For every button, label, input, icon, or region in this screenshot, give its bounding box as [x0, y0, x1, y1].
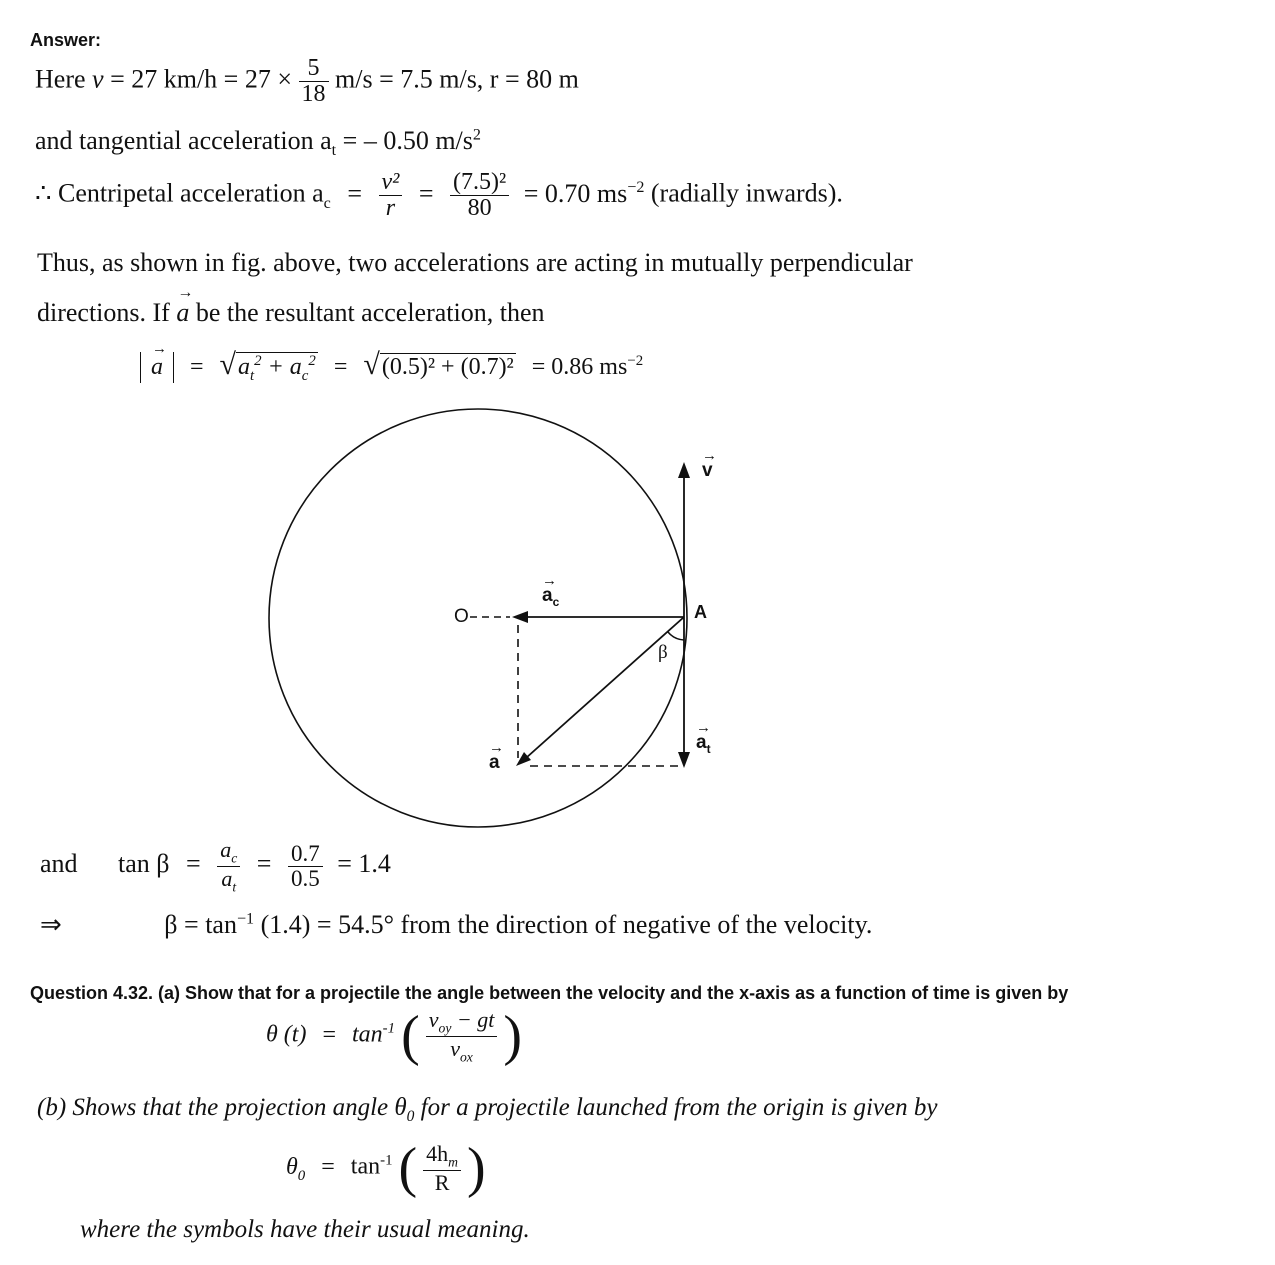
line-centripetal: ∴ Centripetal acceleration $a_c$ = $\frac{\text{v²}}{r}$ = $\frac{\text{(7.5)²}}{80}$ = 0.70 $ms^{-2}$ (radially inwards). — [35, 169, 843, 222]
usual-meaning: where the symbols have their usual meaning. — [80, 1216, 530, 1243]
ac-sq: a — [289, 354, 302, 380]
answer-heading: Answer: — [30, 30, 102, 50]
c-sub: c — [323, 194, 331, 212]
frac-5: 5 — [299, 56, 329, 82]
frac-18: 18 — [301, 81, 326, 108]
tangential-value: = – 0.50 m/s — [336, 126, 473, 155]
beta-text: β = tan — [164, 910, 237, 939]
velocity-arrowhead — [678, 462, 690, 478]
v2-num: v² — [379, 170, 403, 196]
frac-0-7: 0.7 — [288, 842, 323, 867]
at-sq: a — [238, 354, 251, 380]
at-arrowhead — [678, 752, 690, 768]
ac-arrowhead — [512, 611, 528, 623]
label-o: O — [454, 606, 469, 627]
label-resultant-a: → a — [489, 739, 504, 773]
frac-0-5: 0.5 — [290, 865, 320, 891]
at-den: a — [221, 865, 233, 891]
v-ox: v — [450, 1035, 460, 1061]
centripetal-text: ∴ Centripetal acceleration a — [35, 178, 324, 208]
tangential-text: and tangential acceleration a — [35, 126, 332, 155]
tan-inv: tan — [352, 1021, 383, 1048]
implies-arrow: ⇒ — [40, 910, 62, 939]
beta-result: ⇒ $\beta = \tan^{-1} (1.4) = 54.5^\circ$ from the direction of negative of the velocity. — [40, 910, 873, 939]
magnitude-equation: → $a = √a_t^2 + a_c^2 = √(0.5)^2 + (0.7)^2 = 0.86$ $ms^{-2}$ — [140, 348, 643, 385]
theta0-equation: $\theta_0 = \tan^{-1}$ ( $\frac{4h_m}{R}$ ) — [286, 1137, 486, 1199]
line-thus: Thus, as shown in fig. above, two accelerations are acting in mutually perpendicular — [37, 248, 913, 277]
label-a: A — [694, 602, 707, 622]
tan-beta-equation: and tan β = $\frac{a_c}{a_t}$ = $\frac{0.7}{0.5}$ = 1.4 — [40, 837, 391, 895]
resultant-line — [526, 617, 684, 758]
label-v: → v — [702, 447, 717, 481]
label-beta: β — [658, 642, 668, 663]
theta-t-equation: θ $(t) = \tan^{-1}$ ( $\frac{v_{oy} - gt}{v_{ox}}$ ) — [266, 1005, 522, 1068]
mult-text: 27 × — [244, 64, 293, 94]
tan-result: = 1.4 — [337, 849, 391, 879]
range-r: R — [434, 1169, 450, 1195]
here-word: Here — [35, 64, 86, 94]
v-conversion: = 27 km/h = — [110, 64, 239, 94]
resultant-text: be the resultant acceleration, then — [195, 298, 545, 327]
question-4-32: Question 4.32. (a) Show that for a projectile the angle between the velocity and the x-axis as a function of time is given by — [30, 983, 1069, 1003]
line1-rest: m/s = 7.5 m/s, r = 80 m — [335, 64, 579, 94]
frac-7-5-sq: (7.5)² — [450, 170, 509, 196]
theta-t: θ (t) — [266, 1021, 307, 1048]
centripetal-result: = 0.70 ms — [523, 178, 628, 208]
r-den: r — [385, 195, 396, 222]
magnitude-result: = 0.86 ms — [531, 354, 628, 380]
radially-note: (radially inwards). — [650, 178, 843, 208]
beta-rest: (1.4) = 54.5° from the direction of negative of the velocity. — [254, 910, 873, 939]
t-sub: t — [331, 142, 337, 160]
a-mag: → a — [151, 341, 167, 380]
directions-text: directions. If — [37, 298, 170, 327]
circle-path — [269, 409, 687, 827]
numeric-radicand: (0.5)² + (0.7)² — [381, 354, 514, 380]
sq-sup: 2 — [472, 126, 481, 144]
frac-80: 80 — [467, 195, 492, 222]
tan-inv-0: tan — [350, 1153, 381, 1180]
ac-num: a — [220, 837, 232, 862]
label-ac: → $a_c$ — [542, 572, 560, 609]
part-b: (b) Shows that the projection angle $\theta_0$ for a projectile launched from the origin is given by — [37, 1094, 938, 1125]
tan-beta: tan β — [118, 849, 170, 879]
v-oy: v — [428, 1007, 439, 1032]
theta-0: $\theta_0$ — [286, 1153, 306, 1184]
a-vector: → a — [176, 284, 194, 327]
label-at: → $a_t$ — [696, 719, 711, 756]
and-word: and — [40, 849, 78, 879]
v-symbol: v — [92, 64, 104, 94]
ms-sup: −2 — [627, 179, 645, 196]
four-hm: 4h — [426, 1141, 449, 1167]
beta-arc — [668, 632, 684, 640]
